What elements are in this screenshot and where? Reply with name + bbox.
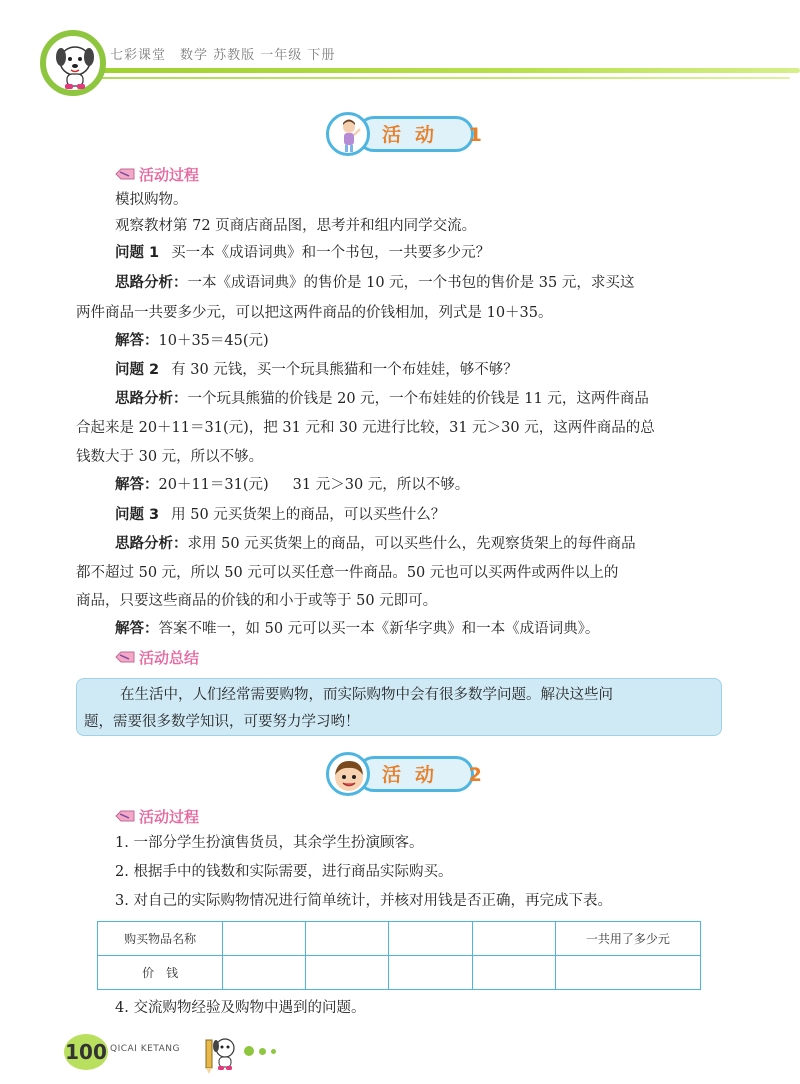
q3-analysis-line-2: 都不超过 50 元，所以 50 元可以买任意一件商品。50 元也可以买两件或两件以上的 — [76, 565, 619, 581]
q1-analysis-line-1: 思路分析：一本《成语词典》的售价是 10 元，一个书包的售价是 35 元，求买这 — [115, 275, 635, 291]
summary-line-1: 在生活中，人们经常需要购物，而实际购物中会有很多数学问题。解决这些问 — [120, 687, 613, 703]
header-divider-thin — [100, 77, 790, 79]
decor-dot — [244, 1046, 254, 1056]
q1-answer: 解答：10＋35＝45(元) — [115, 333, 269, 349]
activity-1-process-label: 活动过程 — [115, 164, 199, 184]
item-cell[interactable] — [472, 922, 555, 956]
decor-dot — [259, 1048, 266, 1055]
activity-1-summary-label: 活动总结 — [115, 647, 199, 667]
question-3-label: 问题 3 — [115, 507, 160, 523]
girl-avatar — [326, 112, 370, 156]
analysis-label: 思路分析： — [115, 536, 188, 552]
item-cell[interactable] — [223, 922, 306, 956]
header-divider — [95, 68, 800, 73]
analysis-label: 思路分析： — [115, 391, 188, 407]
activity-2-process-label: 活动过程 — [115, 806, 199, 826]
step-4: 4. 交流购物经验及购物中遇到的问题。 — [115, 1000, 366, 1016]
step-3: 3. 对自己的实际购物情况进行简单统计，并核对用钱是否正确，再完成下表。 — [115, 893, 612, 909]
page-header — [0, 0, 800, 100]
q3-analysis-line-3: 商品，只要这些商品的价钱的和小于或等于 50 元即可。 — [76, 593, 438, 609]
table-row — [98, 956, 701, 990]
activity-2-title: 活动 2 — [382, 764, 496, 786]
activity-2-banner — [326, 752, 496, 796]
item-cell[interactable] — [306, 922, 389, 956]
activity-1-title: 活动 1 — [382, 124, 496, 146]
dog-mascot-icon — [50, 39, 100, 91]
price-cell[interactable] — [223, 956, 306, 990]
total-header: 一共用了多少元 — [555, 922, 700, 956]
girl-figure-icon — [329, 115, 369, 155]
q3-analysis-line-1: 思路分析：求用 50 元买货架上的商品，可以买些什么，先观察货架上的每件商品 — [115, 536, 636, 552]
question-2 — [115, 360, 518, 380]
analysis-label: 思路分析： — [115, 275, 188, 291]
price-header: 价 钱 — [98, 956, 223, 990]
question-3-text: 用 50 元买货架上的商品，可以买些什么？ — [171, 507, 446, 523]
price-cell[interactable] — [472, 956, 555, 990]
page-footer — [64, 1034, 364, 1074]
question-2-text: 有 30 元钱，买一个玩具熊猫和一个布娃娃，够不够？ — [171, 362, 518, 378]
boy-face-icon — [329, 755, 369, 795]
q2-analysis-line-3: 钱数大于 30 元，所以不够。 — [76, 449, 264, 465]
answer-label: 解答： — [115, 333, 159, 349]
question-1-text: 买一本《成语词典》和一个书包，一共要多少元？ — [171, 245, 491, 261]
question-3 — [115, 505, 445, 525]
question-2-label: 问题 2 — [115, 362, 160, 378]
purchase-record-table — [97, 921, 701, 990]
intro-line-2: 观察教材第 72 页商店商品图，思考并和组内同学交流。 — [115, 218, 477, 234]
q2-analysis-line-1: 思路分析：一个玩具熊猫的价钱是 20 元，一个布娃娃的价钱是 11 元，这两件商品 — [115, 391, 649, 407]
table-row — [98, 922, 701, 956]
pencil-tag-icon — [115, 809, 135, 823]
price-cell[interactable] — [306, 956, 389, 990]
pencil-tag-icon — [115, 650, 135, 664]
q2-answer: 解答：20＋11＝31(元) 31 元＞30 元，所以不够。 — [115, 477, 470, 493]
step-1: 1. 一部分学生扮演售货员，其余学生扮演顾客。 — [115, 835, 424, 851]
total-cell[interactable] — [555, 956, 700, 990]
boy-avatar — [326, 752, 370, 796]
summary-line-2: 题，需要很多数学知识，可要努力学习哟！ — [84, 714, 360, 730]
mascot-logo — [40, 30, 106, 96]
intro-line-1: 模拟购物。 — [115, 192, 188, 208]
item-cell[interactable] — [389, 922, 472, 956]
page-number: 100 — [64, 1034, 108, 1070]
decor-dot — [271, 1049, 276, 1054]
q1-analysis-line-2: 两件商品一共要多少元，可以把这两件商品的价钱相加，列式是 10＋35。 — [76, 305, 553, 321]
book-title: 七彩课堂 数学 苏教版 一年级 下册 — [110, 48, 336, 63]
activity-1-banner — [326, 112, 496, 156]
step-2: 2. 根据手中的钱数和实际需要，进行商品实际购买。 — [115, 864, 453, 880]
pencil-tag-icon — [115, 167, 135, 181]
question-1 — [115, 243, 490, 263]
answer-label: 解答： — [115, 621, 159, 637]
dog-pencil-mascot-icon — [204, 1034, 238, 1074]
question-1-label: 问题 1 — [115, 245, 160, 261]
q2-analysis-line-2: 合起来是 20＋11＝31(元)，把 31 元和 30 元进行比较，31 元＞30 元，这两件商品的总 — [76, 420, 655, 436]
item-name-header: 购买物品名称 — [98, 922, 223, 956]
brand-name: QICAI KETANG — [110, 1044, 180, 1054]
price-cell[interactable] — [389, 956, 472, 990]
q3-answer: 解答：答案不唯一，如 50 元可以买一本《新华字典》和一本《成语词典》。 — [115, 621, 600, 637]
answer-label: 解答： — [115, 477, 159, 493]
